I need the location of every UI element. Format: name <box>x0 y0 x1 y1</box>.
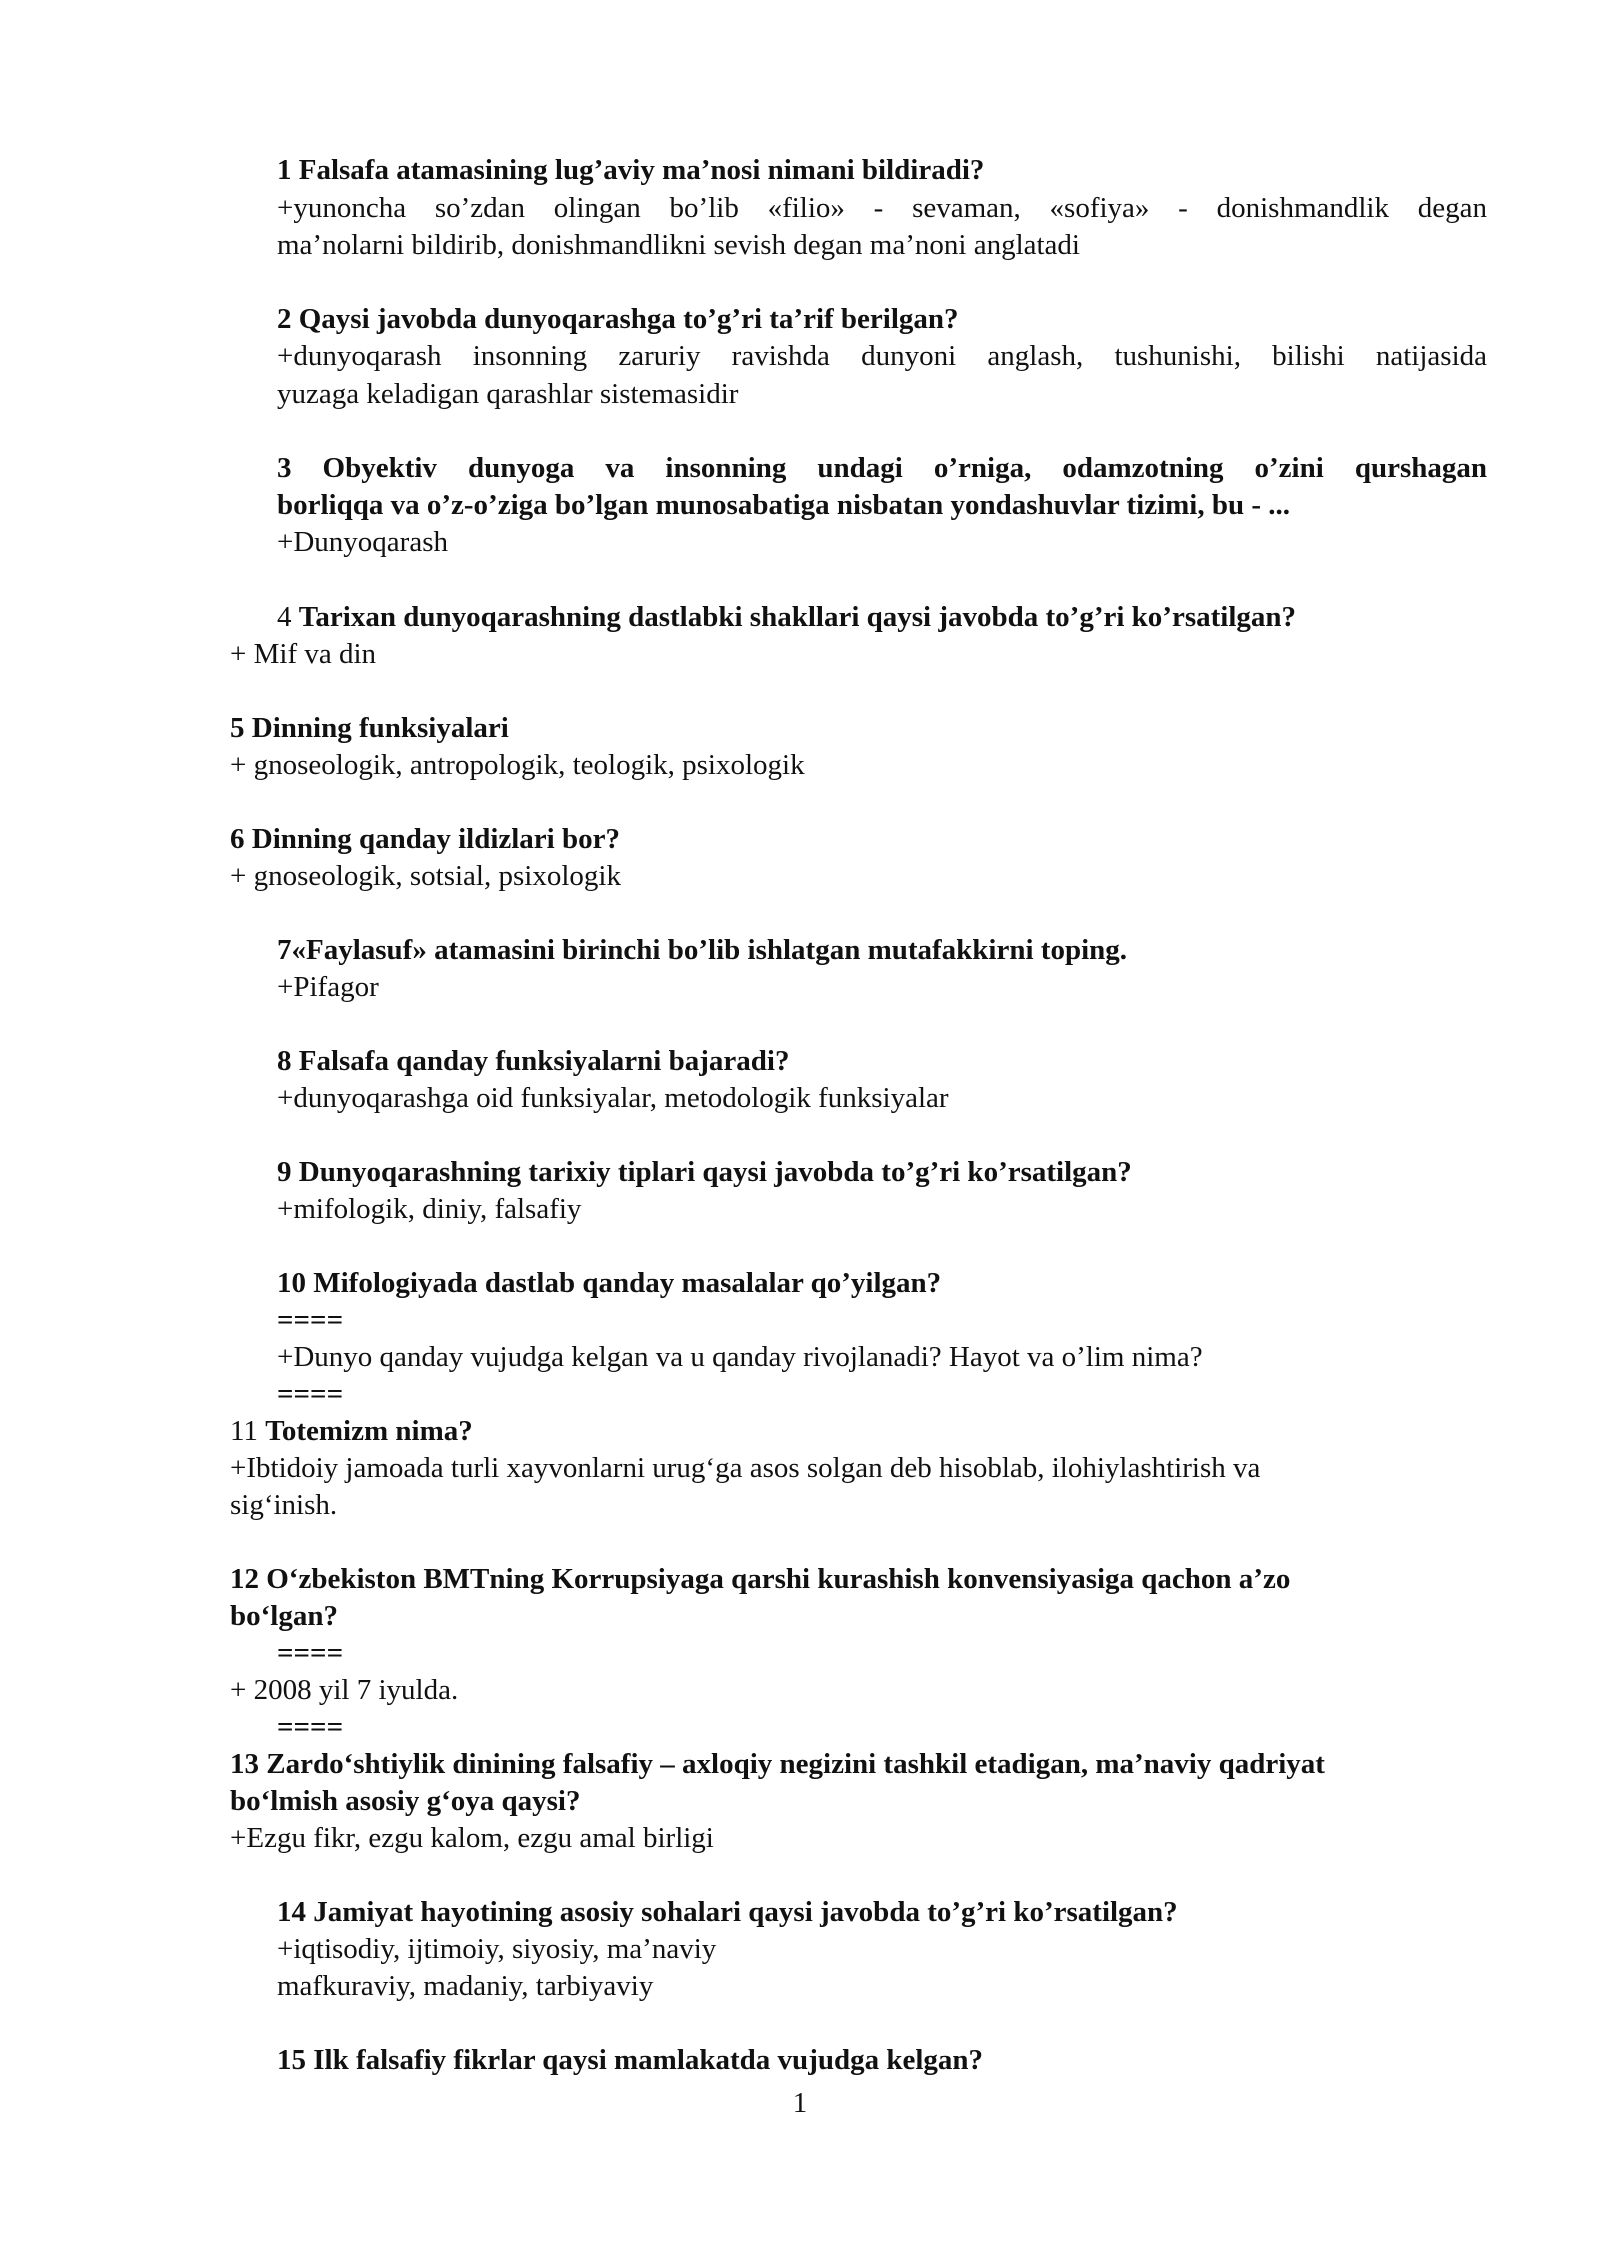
answer-10-line-1: +Dunyo qanday vujudga kelgan va u qanday rivojlanadi? Hayot va o’lim nima? <box>277 1341 1203 1373</box>
question-9-line-1: 9 Dunyoqarashning tarixiy tiplari qaysi javobda to’g’ri ko’rsatilgan? <box>277 1156 1132 1188</box>
question-11 <box>230 1413 473 1450</box>
answer-12-line-1: + 2008 yil 7 iyulda. <box>230 1674 459 1706</box>
answer-3-line-1: +Dunyoqarash <box>277 526 448 558</box>
answer-5-line-1: + gnoseologik, antropologik, teologik, psixologik <box>230 749 805 781</box>
answer-9-line-1: +mifologik, diniy, falsafiy <box>277 1193 582 1225</box>
answer-1-line-1: +yunoncha so’zdan olingan bo’lib «filio» - sevaman, «sofiya» - donishmandlik degan <box>277 192 1487 224</box>
answer-1-line-2: ma’nolarni bildirib, donishmandlikni sevish degan ma’noni anglatadi <box>277 229 1080 261</box>
question-3-line-2: borliqqa va o’z-o’ziga bo’lgan munosabatiga nisbatan yondashuvlar tizimi, bu - ... <box>277 489 1291 521</box>
question-4-text: Tarixan dunyoqarashning dastlabki shakllari qaysi javobda to’g’ri ko’rsatilgan? <box>298 601 1297 633</box>
question-13-line-2: bo‘lmish asosiy g‘oya qaysi? <box>230 1785 581 1817</box>
separator-12-1: ==== <box>277 1637 344 1669</box>
question-3-line-1: 3 Obyektiv dunyoga va insonning undagi o’rniga, odamzotning o’zini qurshagan <box>277 452 1487 484</box>
page-number: 1 <box>792 2087 808 2119</box>
question-11-text: Totemizm nima? <box>265 1415 473 1447</box>
question-15-line-1: 15 Ilk falsafiy fikrlar qaysi mamlakatda vujudga kelgan? <box>277 2044 984 2076</box>
question-12-line-1: 12 O‘zbekiston BMTning Korrupsiyaga qarshi kurashish konvensiyasiga qachon a’zo <box>230 1563 1291 1595</box>
question-4-number: 4 <box>277 601 292 633</box>
question-5-line-1: 5 Dinning funksiyalari <box>230 712 509 744</box>
question-8-line-1: 8 Falsafa qanday funksiyalarni bajaradi? <box>277 1045 790 1077</box>
question-6-line-1: 6 Dinning qanday ildizlari bor? <box>230 823 620 855</box>
answer-6-line-1: + gnoseologik, sotsial, psixologik <box>230 860 621 892</box>
question-2-line-1: 2 Qaysi javobda dunyoqarashga to’g’ri ta’rif berilgan? <box>277 303 959 335</box>
question-1-line-1: 1 Falsafa atamasining lug’aviy ma’nosi nimani bildiradi? <box>277 154 985 186</box>
separator-10-1: ==== <box>277 1304 344 1336</box>
question-13-line-1: 13 Zardo‘shtiylik dinining falsafiy – axloqiy negizini tashkil etadigan, ma’naviy qadriyat <box>230 1748 1325 1780</box>
question-12-line-2: bo‘lgan? <box>230 1600 338 1632</box>
question-7-line-1: 7«Faylasuf» atamasini birinchi bo’lib ishlatgan mutafakkirni toping. <box>277 934 1128 966</box>
answer-14-line-2: mafkuraviy, madaniy, tarbiyaviy <box>277 1970 654 2002</box>
separator-10-2: ==== <box>277 1378 344 1410</box>
answer-8-line-1: +dunyoqarashga oid funksiyalar, metodologik funksiyalar <box>277 1082 949 1114</box>
answer-14-line-1: +iqtisodiy, ijtimoiy, siyosiy, ma’naviy <box>277 1933 717 1965</box>
question-11-number: 11 <box>230 1415 258 1447</box>
question-10-line-1: 10 Mifologiyada dastlab qanday masalalar qo’yilgan? <box>277 1267 942 1299</box>
answer-2-line-2: yuzaga keladigan qarashlar sistemasidir <box>277 378 739 410</box>
answer-11-line-2: sig‘inish. <box>230 1489 338 1521</box>
question-14-line-1: 14 Jamiyat hayotining asosiy sohalari qaysi javobda to’g’ri ko’rsatilgan? <box>277 1896 1178 1928</box>
answer-2-line-1: +dunyoqarash insonning zaruriy ravishda dunyoni anglash, tushunishi, bilishi natijasida <box>277 340 1487 372</box>
separator-12-2: ==== <box>277 1711 344 1743</box>
answer-11-line-1: +Ibtidoiy jamoada turli xayvonlarni urug‘ga asos solgan deb hisoblab, ilohiylashtirish va <box>230 1452 1261 1484</box>
question-4 <box>277 599 1296 636</box>
answer-4-line-1: + Mif va din <box>230 638 377 670</box>
answer-7-line-1: +Pifagor <box>277 971 379 1003</box>
answer-13-line-1: +Ezgu fikr, ezgu kalom, ezgu amal birligi <box>230 1822 714 1854</box>
